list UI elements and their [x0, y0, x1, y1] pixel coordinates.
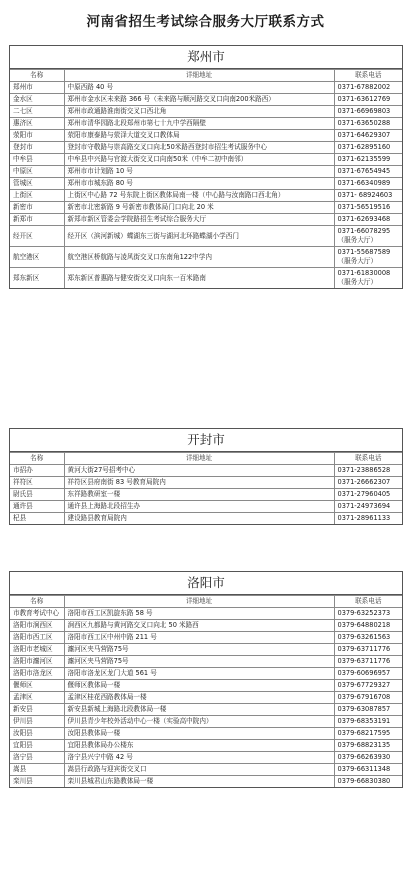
cell-address: 新密市北密新路 9 号新密市教体局门口向北 20 米 [64, 202, 334, 214]
cell-address: 航空港区桥航路与凌风街交叉口东南角122中学内 [64, 247, 334, 268]
table-row [10, 214, 402, 226]
table-row [10, 142, 402, 154]
table-row [10, 226, 402, 247]
cell-address: 中牟县中兴路与官渡大街交叉口向南50米（中牟二初中南邻） [64, 154, 334, 166]
cell-address: 郑州市金水区未来路 366 号（未来路与顺河路交叉口向南200米路西） [64, 94, 334, 106]
table-row [10, 668, 402, 680]
table-row [10, 247, 402, 268]
cell-phone: 0371-23886528 [334, 465, 402, 477]
cell-name: 嵩县 [10, 764, 64, 776]
cell-phone: 0371-63650288 [334, 118, 402, 130]
cell-address: 郑州市市城东路 80 号 [64, 178, 334, 190]
cell-phone: 0371-62693468 [334, 214, 402, 226]
cell-phone: 0371-62895160 [334, 142, 402, 154]
table-row [10, 728, 402, 740]
cell-name: 管城区 [10, 178, 64, 190]
table-row [10, 704, 402, 716]
table-row [10, 465, 402, 477]
table-row [10, 680, 402, 692]
cell-phone: 0371-24973694 [334, 501, 402, 513]
cell-phone: 0379-68823135 [334, 740, 402, 752]
cell-name: 洛阳市洛龙区 [10, 668, 64, 680]
cell-phone: 0371-28961133 [334, 513, 402, 525]
cell-name: 市教育考试中心 [10, 608, 64, 620]
table-row [10, 268, 402, 289]
cell-name: 洛阳市西工区 [10, 632, 64, 644]
cell-address: 郑州市政通路淮南街交叉口西北角 [64, 106, 334, 118]
table-row [10, 477, 402, 489]
column-header-address: 详细地址 [64, 70, 334, 82]
cell-name: 通许县 [10, 501, 64, 513]
cell-address: 栾川县城君山东路教体局一楼 [64, 776, 334, 788]
cell-name: 伊川县 [10, 716, 64, 728]
cell-address: 嵩县行政路与迎宾街交叉口 [64, 764, 334, 776]
cell-phone: 0371-62135599 [334, 154, 402, 166]
cell-name: 新郑市 [10, 214, 64, 226]
column-header-address: 详细地址 [64, 453, 334, 465]
cell-address: 祥符区县府南街 83 号教育局院内 [64, 477, 334, 489]
cell-phone: 0379-63711776 [334, 656, 402, 668]
cell-address: 偃师区教体局一楼 [64, 680, 334, 692]
table-row [10, 513, 402, 525]
cell-address: 经开区（滨河新城）蝶湖东三街与湖河北环路蝶湖小学西门 [64, 226, 334, 247]
cell-address: 新安县新城上海路北段教体局一楼 [64, 704, 334, 716]
table-row [10, 740, 402, 752]
table-row [10, 94, 402, 106]
cell-name: 尉氏县 [10, 489, 64, 501]
cell-phone: 0371-26662307 [334, 477, 402, 489]
table-row [10, 644, 402, 656]
city-header: 郑州市 [10, 46, 402, 69]
cell-phone: 0371-63612769 [334, 94, 402, 106]
cell-address: 郑州市市计划路 10 号 [64, 166, 334, 178]
cell-address: 黄河大街27号招考中心 [64, 465, 334, 477]
cell-phone: 0379-68217595 [334, 728, 402, 740]
cell-phone: 0371-66078295（服务大厅） [334, 226, 402, 247]
cell-phone: 0371-67654945 [334, 166, 402, 178]
cell-address: 宜阳县教体局办公楼东 [64, 740, 334, 752]
cell-address: 洛阳市西工区凯旋东路 58 号 [64, 608, 334, 620]
cell-address: 瀍河区夹马营路75号 [64, 656, 334, 668]
table-row [10, 82, 402, 94]
cell-phone: 0371-56519516 [334, 202, 402, 214]
cell-name: 洛阳市瀍河区 [10, 656, 64, 668]
cell-name: 中原区 [10, 166, 64, 178]
cell-phone: 0379-63087857 [334, 704, 402, 716]
table-row [10, 166, 402, 178]
cell-name: 新密市 [10, 202, 64, 214]
table-row [10, 752, 402, 764]
cell-phone: 0379-63261563 [334, 632, 402, 644]
cell-address: 伊川县青少年校外活动中心一楼（实验高中院内） [64, 716, 334, 728]
cell-name: 孟津区 [10, 692, 64, 704]
cell-phone: 0371-61830008（服务大厅） [334, 268, 402, 289]
cell-phone: 0371-67882002 [334, 82, 402, 94]
table-row [10, 154, 402, 166]
table-row [10, 118, 402, 130]
cell-phone: 0379-66311348 [334, 764, 402, 776]
contact-table [10, 69, 402, 288]
column-header-name: 名称 [10, 596, 64, 608]
page-title: 河南省招生考试综合服务大厅联系方式 [86, 14, 325, 30]
table-row [10, 178, 402, 190]
table-row [10, 632, 402, 644]
cell-name: 洛阳市涧西区 [10, 620, 64, 632]
cell-address: 登封市守敬路与崇高路交叉口向北50米路西登封市招生考试服务中心 [64, 142, 334, 154]
contact-table [10, 595, 402, 787]
table-row [10, 501, 402, 513]
cell-name: 宜阳县 [10, 740, 64, 752]
cell-phone: 0371-66340989 [334, 178, 402, 190]
cell-name: 祥符区 [10, 477, 64, 489]
cell-phone: 0379-67729327 [334, 680, 402, 692]
cell-name: 中牟县 [10, 154, 64, 166]
table-row [10, 776, 402, 788]
table-row [10, 106, 402, 118]
cell-address: 涧西区九都路与黄河路交叉口向北 50 米路西 [64, 620, 334, 632]
cell-name: 上街区 [10, 190, 64, 202]
cell-phone: 0379-64880218 [334, 620, 402, 632]
cell-name: 惠济区 [10, 118, 64, 130]
cell-name: 郑州市 [10, 82, 64, 94]
cell-address: 洛宁县兴宁中路 42 号 [64, 752, 334, 764]
table-row [10, 764, 402, 776]
cell-name: 经开区 [10, 226, 64, 247]
cell-address: 汝阳县教体局一楼 [64, 728, 334, 740]
column-header-address: 详细地址 [64, 596, 334, 608]
cell-name: 荥阳市 [10, 130, 64, 142]
cell-address: 上街区中心路 72 号东院上街区教体局南一楼（中心路与汝南路口西北角） [64, 190, 334, 202]
cell-phone: 0371-64629307 [334, 130, 402, 142]
cell-phone: 0379-68353191 [334, 716, 402, 728]
table-row [10, 190, 402, 202]
cell-address: 建设路县教育局院内 [64, 513, 334, 525]
table-header-row [10, 453, 402, 465]
table-row [10, 620, 402, 632]
cell-name: 登封市 [10, 142, 64, 154]
cell-name: 杞县 [10, 513, 64, 525]
cell-name: 二七区 [10, 106, 64, 118]
column-header-name: 名称 [10, 453, 64, 465]
cell-address: 郑东新区普惠路与健安街交叉口向东一百米路南 [64, 268, 334, 289]
cell-phone: 0379-63711776 [334, 644, 402, 656]
column-header-name: 名称 [10, 70, 64, 82]
table-row [10, 130, 402, 142]
city-block [9, 428, 403, 525]
column-header-phone: 联系电话 [334, 596, 402, 608]
cell-name: 航空港区 [10, 247, 64, 268]
cell-address: 中原西路 40 号 [64, 82, 334, 94]
cell-phone: 0371- 68924603 [334, 190, 402, 202]
table-row [10, 608, 402, 620]
cell-phone: 0379-60696957 [334, 668, 402, 680]
cell-phone: 0371-66969803 [334, 106, 402, 118]
cell-address: 孟津区桂花西路教体局一楼 [64, 692, 334, 704]
column-header-phone: 联系电话 [334, 453, 402, 465]
table-header-row [10, 70, 402, 82]
cell-address: 通许县上海路北段招生办 [64, 501, 334, 513]
cell-address: 新郑市新区管委会学院路招生考试综合服务大厅 [64, 214, 334, 226]
table-header-row [10, 596, 402, 608]
city-header: 洛阳市 [10, 572, 402, 595]
cell-phone: 0379-67916708 [334, 692, 402, 704]
cell-name: 市招办 [10, 465, 64, 477]
cell-name: 汝阳县 [10, 728, 64, 740]
table-row [10, 716, 402, 728]
cell-address: 荥阳市康泰路与荥泽大道交叉口教体局 [64, 130, 334, 142]
cell-phone: 0371-55687589（服务大厅） [334, 247, 402, 268]
table-row [10, 656, 402, 668]
city-header: 开封市 [10, 429, 402, 452]
cell-address: 郑州市清华园路北段郑州市第七十九中学西隔壁 [64, 118, 334, 130]
cell-name: 金水区 [10, 94, 64, 106]
table-row [10, 489, 402, 501]
cell-name: 洛阳市老城区 [10, 644, 64, 656]
cell-phone: 0379-66263930 [334, 752, 402, 764]
cell-name: 郑东新区 [10, 268, 64, 289]
cell-address: 洛阳市西工区中州中路 211 号 [64, 632, 334, 644]
cell-phone: 0379-63252373 [334, 608, 402, 620]
cell-name: 偃师区 [10, 680, 64, 692]
city-block [9, 45, 403, 289]
contact-table [10, 452, 402, 524]
column-header-phone: 联系电话 [334, 70, 402, 82]
cell-phone: 0379-66830380 [334, 776, 402, 788]
cell-address: 瀍河区夹马营路75号 [64, 644, 334, 656]
cell-address: 洛阳市洛龙区龙门大道 561 号 [64, 668, 334, 680]
table-row [10, 202, 402, 214]
cell-address: 东祥路教研室一楼 [64, 489, 334, 501]
cell-phone: 0371-27960405 [334, 489, 402, 501]
table-row [10, 692, 402, 704]
cell-name: 洛宁县 [10, 752, 64, 764]
city-block [9, 571, 403, 788]
cell-name: 新安县 [10, 704, 64, 716]
cell-name: 栾川县 [10, 776, 64, 788]
